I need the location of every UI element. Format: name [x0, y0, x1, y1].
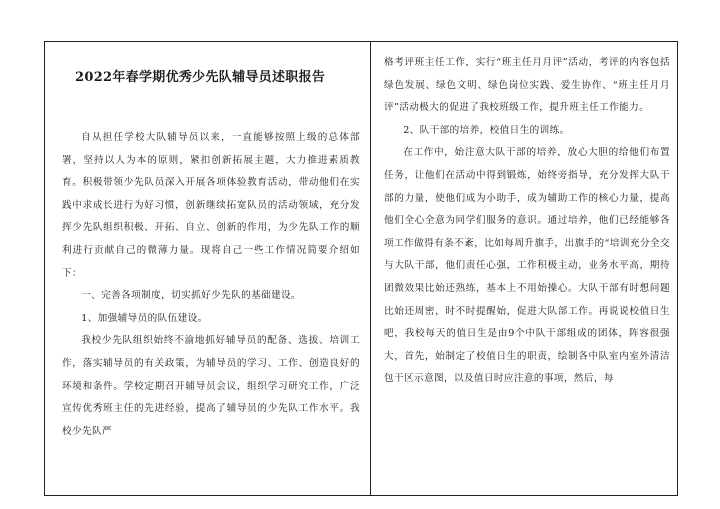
page-title: 2022年春学期优秀少先队辅导员述职报告: [75, 70, 326, 85]
paragraph: 我校少先队组织始终不渝地抓好辅导员的配备、选拔、培训工作，落实辅导员的有关政策，为辅导员的学习、工作、创造良好的环境和条件。学校定期召开辅导员会议，组织学习研究工作，广泛宣传优秀班主任的先进经验，提高了辅导员的少先队工作水平。我校少先队严: [62, 335, 360, 437]
right-column: [384, 52, 670, 391]
left-column: [62, 127, 360, 443]
paragraph: 在工作中，始注意大队干部的培养，放心大胆的给他们布置任务，让他们在活动中得到锻炼，始终旁指导，充分发挥大队干部的力量，使他们成为小助手，成为辅助工作的核心力量，提高他们全心全意为同学们服务的意识。通过培养，他们已经能够各项工作做得有条不紊，比如每周升旗手，出旗手的“培训充分全交与大队干部，他们责任心强，工作积极主动，业务水平高，期待团微效果比始还熟练，基本上不用始操心。大队干部有时想问题比始还周密，时不时提醒始，促进大队部工作。再说说校值日生吧，我校每天的值日生是由9个中队干部组成的团体，阵容很强大，首先，始制定了校值日生的职责，绘制各中队室内室外清洁包干区示意图，以及值日时应注意的事项，然后，每: [384, 147, 670, 385]
column-divider: [370, 41, 371, 496]
subsection-heading: 2、队干部的培养，校值日生的训练。: [403, 124, 570, 136]
paragraph: 格考评班主任工作，实行“班主任月月评”活动，考评的内容包括绿色发展、绿色文明、绿色岗位实践、爱生协作、“班主任月月评”活动极大的促进了我校班级工作，提升班主任工作能力。: [384, 57, 670, 114]
section-heading: 一、完善各项制度，切实抓好少先队的基础建设。: [81, 290, 302, 302]
paragraph: 自从担任学校大队辅导员以来，一直能够按照上级的总体部署，坚持以人为本的原则，紧扣创新拓展主题，大力推进素质教育。积极带领少先队员深入开展各项体验教育活动，带动他们在实践中求成长进行为好习惯，创新继续拓宽队员的活动领域，充分发挥少先队组织积极、开拓、自立、创新的作用，为少先队工作的顺利进行贡献自己的微薄力量。现将自己一些工作情况简要介绍如下：: [62, 132, 360, 279]
subsection-heading: 1、加强辅导员的队伍建设。: [81, 312, 208, 324]
